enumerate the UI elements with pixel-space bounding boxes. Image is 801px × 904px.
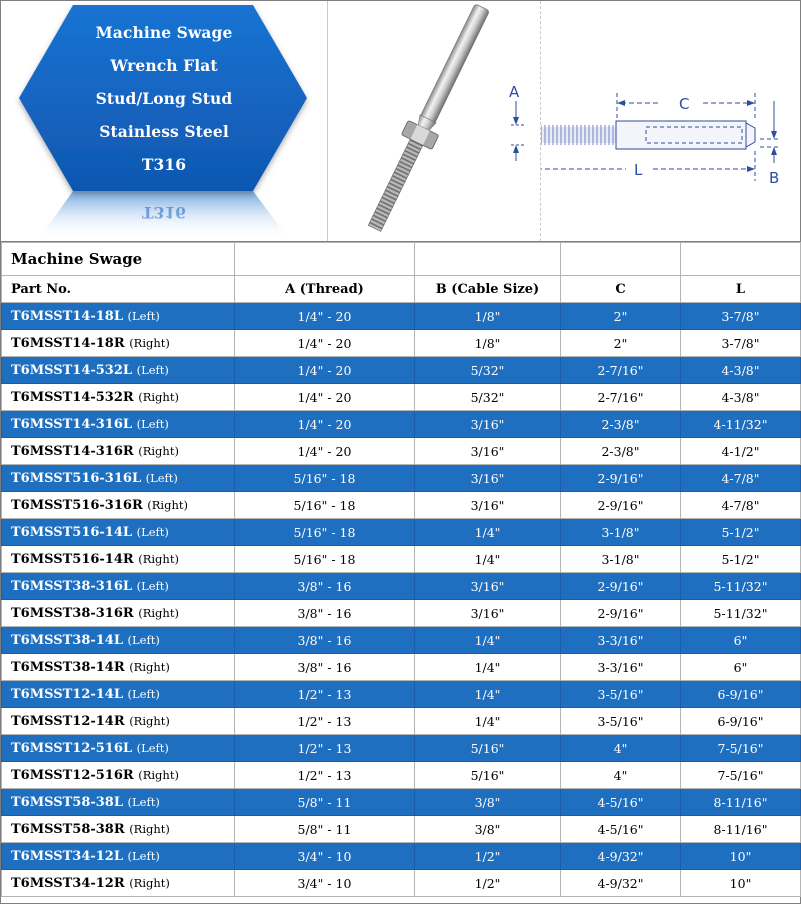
cable-size-cell: 3/16" (415, 411, 561, 438)
dimension-l-cell: 5-1/2" (681, 546, 801, 573)
thread-direction: (Right) (147, 497, 188, 512)
dimension-l-cell: 7-5/16" (681, 735, 801, 762)
thread-size-cell: 1/4" - 20 (235, 330, 415, 357)
part-number-cell (2, 384, 235, 411)
dimension-drawing-cell (541, 1, 800, 241)
thread-direction: (Left) (145, 470, 178, 485)
cable-size-cell: 5/16" (415, 735, 561, 762)
table-row (2, 303, 801, 330)
part-number-cell (2, 492, 235, 519)
thread-direction: (Right) (138, 443, 179, 458)
dimension-c-cell: 2-9/16" (561, 492, 681, 519)
cable-size-cell: 1/4" (415, 519, 561, 546)
part-number: T6MSST12-516R (11, 767, 134, 783)
thread-size-cell: 5/16" - 18 (235, 519, 415, 546)
table-row (2, 573, 801, 600)
thread-size-cell: 1/2" - 13 (235, 708, 415, 735)
cable-size-cell: 1/8" (415, 330, 561, 357)
banner-line-5: T316 (141, 155, 187, 174)
table-row (2, 492, 801, 519)
dimension-l-cell: 3-7/8" (681, 303, 801, 330)
thread-direction: (Left) (127, 308, 160, 323)
table-row (2, 789, 801, 816)
dimension-l-cell: 6" (681, 654, 801, 681)
thread-direction: (Left) (127, 794, 160, 809)
thread-direction: (Right) (129, 713, 170, 728)
dimension-l-cell: 4-3/8" (681, 357, 801, 384)
banner-line-2: Wrench Flat (110, 56, 218, 75)
dimension-c-cell: 4-5/16" (561, 789, 681, 816)
thread-size-cell: 1/2" - 13 (235, 681, 415, 708)
table-row (2, 438, 801, 465)
thread-direction: (Right) (129, 335, 170, 350)
thread-direction: (Left) (127, 848, 160, 863)
thread-direction: (Right) (138, 767, 179, 782)
cable-size-cell: 3/16" (415, 465, 561, 492)
dimension-l-cell: 4-7/8" (681, 492, 801, 519)
label-a: A (509, 83, 520, 101)
header-b-cable-size: B (Cable Size) (415, 276, 561, 303)
dimension-l-cell: 4-11/32" (681, 411, 801, 438)
cable-size-cell: 1/4" (415, 708, 561, 735)
dimension-c-cell: 2-3/8" (561, 438, 681, 465)
dimension-c-cell: 3-1/8" (561, 546, 681, 573)
dimension-c-cell: 3-5/16" (561, 708, 681, 735)
cable-size-cell: 3/16" (415, 600, 561, 627)
dimension-l-cell: 5-11/32" (681, 573, 801, 600)
banner-line-4: Stainless Steel (99, 122, 229, 141)
part-number: T6MSST34-12R (11, 875, 125, 891)
thread-size-cell: 3/8" - 16 (235, 627, 415, 654)
table-row (2, 357, 801, 384)
dimension-c-cell: 4" (561, 762, 681, 789)
cable-size-cell: 1/2" (415, 870, 561, 897)
dimension-drawing (541, 1, 800, 241)
table-row (2, 681, 801, 708)
cable-size-cell: 1/4" (415, 681, 561, 708)
part-number-cell (2, 843, 235, 870)
cable-size-cell: 5/16" (415, 762, 561, 789)
dimension-l-cell: 6-9/16" (681, 708, 801, 735)
part-number: T6MSST516-14L (11, 524, 133, 540)
cable-size-cell: 1/4" (415, 654, 561, 681)
table-row (2, 762, 801, 789)
table-row (2, 627, 801, 654)
thread-direction: (Left) (136, 740, 169, 755)
part-number-cell (2, 519, 235, 546)
dimension-c-cell: 3-1/8" (561, 519, 681, 546)
header-l: L (681, 276, 801, 303)
cable-size-cell: 5/32" (415, 357, 561, 384)
part-number: T6MSST12-14L (11, 686, 123, 702)
dimension-l-cell: 8-11/16" (681, 789, 801, 816)
dimension-l-cell: 7-5/16" (681, 762, 801, 789)
dimension-c-cell: 3-3/16" (561, 627, 681, 654)
thread-size-cell: 1/2" - 13 (235, 735, 415, 762)
dimension-c-cell: 2-9/16" (561, 465, 681, 492)
table-title-row (2, 243, 801, 276)
dimension-c-cell: 4-9/32" (561, 843, 681, 870)
part-number-cell (2, 654, 235, 681)
table-row (2, 600, 801, 627)
part-number-cell (2, 708, 235, 735)
part-number-cell (2, 762, 235, 789)
table-row (2, 546, 801, 573)
part-number: T6MSST58-38L (11, 794, 123, 810)
part-number-cell (2, 735, 235, 762)
dimension-c-cell: 4" (561, 735, 681, 762)
part-number: T6MSST14-532L (11, 362, 133, 378)
thread-direction: (Left) (127, 686, 160, 701)
table-row (2, 708, 801, 735)
table-row (2, 519, 801, 546)
dimension-l-cell: 4-3/8" (681, 384, 801, 411)
dimension-l-cell: 10" (681, 870, 801, 897)
part-number: T6MSST516-316L (11, 470, 142, 486)
thread-direction: (Right) (129, 875, 170, 890)
dimension-l-cell: 5-1/2" (681, 519, 801, 546)
table-row (2, 735, 801, 762)
cable-size-cell: 1/8" (415, 303, 561, 330)
thread-direction: (Left) (136, 416, 169, 431)
swage-stud (359, 1, 497, 236)
part-number-cell (2, 573, 235, 600)
cable-size-cell: 1/4" (415, 546, 561, 573)
label-b: B (769, 169, 780, 187)
dimension-c-cell: 2-3/8" (561, 411, 681, 438)
thread-size-cell: 3/4" - 10 (235, 870, 415, 897)
spec-table (1, 242, 801, 897)
table-row (2, 330, 801, 357)
thread-direction: (Right) (138, 389, 179, 404)
part-number: T6MSST58-38R (11, 821, 125, 837)
dimension-c-cell: 2" (561, 330, 681, 357)
cable-size-cell: 3/16" (415, 492, 561, 519)
part-number: T6MSST12-516L (11, 740, 133, 756)
thread-size-cell: 1/4" - 20 (235, 303, 415, 330)
thread-direction: (Left) (127, 632, 160, 647)
part-number-cell (2, 303, 235, 330)
thread-direction: (Left) (136, 362, 169, 377)
table-row (2, 465, 801, 492)
table-row (2, 870, 801, 897)
part-number: T6MSST516-316R (11, 497, 143, 513)
banner-line-3: Stud/Long Stud (95, 89, 233, 108)
header-part-no: Part No. (2, 276, 235, 303)
thread-size-cell: 1/4" - 20 (235, 357, 415, 384)
table-row (2, 654, 801, 681)
part-number-cell (2, 870, 235, 897)
part-number: T6MSST38-14R (11, 659, 125, 675)
dimension-c-cell: 2-7/16" (561, 357, 681, 384)
thread-size-cell: 3/8" - 16 (235, 573, 415, 600)
header-c: C (561, 276, 681, 303)
table-row (2, 384, 801, 411)
thread-direction: (Left) (136, 578, 169, 593)
table-row (2, 411, 801, 438)
part-number-cell (2, 465, 235, 492)
thread-size-cell: 5/16" - 18 (235, 546, 415, 573)
dimension-c-cell: 3-3/16" (561, 654, 681, 681)
dimension-l-cell: 4-7/8" (681, 465, 801, 492)
thread-direction: (Right) (138, 551, 179, 566)
dimension-c-cell: 4-5/16" (561, 816, 681, 843)
cable-size-cell: 3/8" (415, 816, 561, 843)
thread-direction: (Right) (129, 821, 170, 836)
dimension-l-cell: 5-11/32" (681, 600, 801, 627)
part-number: T6MSST12-14R (11, 713, 125, 729)
dimension-c-cell: 3-5/16" (561, 681, 681, 708)
thread-size-cell: 1/2" - 13 (235, 762, 415, 789)
part-number-cell (2, 411, 235, 438)
table-header-row (2, 276, 801, 303)
dimension-c-cell: 2" (561, 303, 681, 330)
thread-size-cell: 5/16" - 18 (235, 492, 415, 519)
dimension-c-cell: 2-7/16" (561, 384, 681, 411)
dimension-l-cell: 4-1/2" (681, 438, 801, 465)
part-number: T6MSST14-316L (11, 416, 133, 432)
thread-size-cell: 1/4" - 20 (235, 411, 415, 438)
header-area (1, 1, 800, 242)
table-row (2, 816, 801, 843)
dimension-l-cell: 3-7/8" (681, 330, 801, 357)
cable-size-cell: 3/8" (415, 789, 561, 816)
part-number-cell (2, 681, 235, 708)
dimension-l-cell: 6" (681, 627, 801, 654)
thread-direction: (Right) (138, 605, 179, 620)
part-number: T6MSST38-14L (11, 632, 123, 648)
cable-size-cell: 3/16" (415, 573, 561, 600)
part-number: T6MSST34-12L (11, 848, 123, 864)
part-number-cell (2, 357, 235, 384)
thread-size-cell: 3/4" - 10 (235, 843, 415, 870)
part-number-cell (2, 330, 235, 357)
cable-size-cell: 1/4" (415, 627, 561, 654)
thread-size-cell: 3/8" - 16 (235, 654, 415, 681)
dimension-c-cell: 2-9/16" (561, 573, 681, 600)
dimension-l-cell: 6-9/16" (681, 681, 801, 708)
part-number-cell (2, 546, 235, 573)
banner-cell (1, 1, 328, 241)
label-c: C (679, 95, 690, 113)
part-number: T6MSST14-316R (11, 443, 134, 459)
cable-size-cell: 3/16" (415, 438, 561, 465)
thread-size-cell: 1/4" - 20 (235, 438, 415, 465)
part-number-cell (2, 438, 235, 465)
dimension-c-cell: 2-9/16" (561, 600, 681, 627)
thread-size-cell: 5/8" - 11 (235, 816, 415, 843)
dimension-l-cell: 8-11/16" (681, 816, 801, 843)
header-a-thread: A (Thread) (235, 276, 415, 303)
table-row (2, 843, 801, 870)
part-number-cell (2, 600, 235, 627)
table-title: Machine Swage (2, 243, 235, 276)
part-number: T6MSST38-316L (11, 578, 133, 594)
label-l: L (634, 161, 643, 179)
cable-size-cell: 1/2" (415, 843, 561, 870)
part-number-cell (2, 627, 235, 654)
part-number: T6MSST14-18L (11, 308, 123, 324)
thread-size-cell: 3/8" - 16 (235, 600, 415, 627)
part-number-cell (2, 816, 235, 843)
part-number-cell (2, 789, 235, 816)
banner-reflection-text: T316 (142, 203, 186, 222)
dimension-c-cell: 4-9/32" (561, 870, 681, 897)
cable-size-cell: 5/32" (415, 384, 561, 411)
part-number: T6MSST516-14R (11, 551, 134, 567)
thread-direction: (Left) (136, 524, 169, 539)
part-number: T6MSST14-532R (11, 389, 134, 405)
part-number: T6MSST38-316R (11, 605, 134, 621)
thread-direction: (Right) (129, 659, 170, 674)
dimension-l-cell: 10" (681, 843, 801, 870)
thread-size-cell: 1/4" - 20 (235, 384, 415, 411)
thread-size-cell: 5/8" - 11 (235, 789, 415, 816)
thread-size-cell: 5/16" - 18 (235, 465, 415, 492)
dimension-a-area (501, 1, 541, 241)
part-number: T6MSST14-18R (11, 335, 125, 351)
banner-line-1: Machine Swage (95, 23, 233, 42)
